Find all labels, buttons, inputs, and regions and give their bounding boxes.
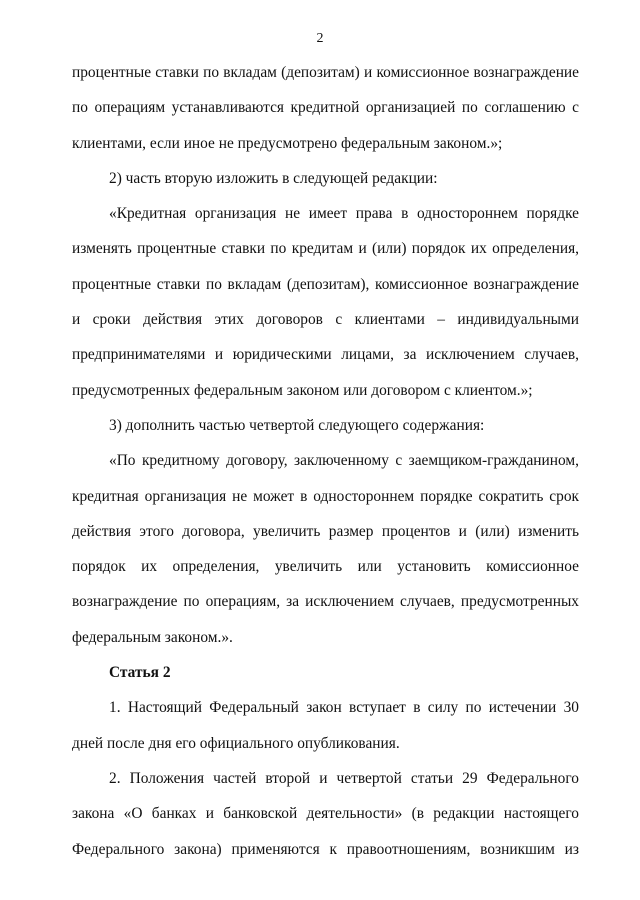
paragraph-continuation: процентные ставки по вкладам (депозитам) и комиссионное вознаграждение по операциям устанавливаются кредитной организацией по соглашению с клиентами, если иное не предусмотрено федеральным законом.»; (72, 64, 579, 152)
paragraph-item-3: 3) дополнить частью четвертой следующего содержания: (109, 416, 485, 434)
article-heading: Статья 2 (109, 664, 171, 682)
document-body (72, 55, 579, 867)
paragraph-article2-point-2: 2. Положения частей второй и четвертой статьи 29 Федерального закона «О банках и банковской деятельности» (в редакции настоящего Федерального закона) применяются к правоотношениям, возникшим из (72, 769, 579, 858)
page-number: 2 (316, 31, 324, 46)
paragraph-quote-part-two: «Кредитная организация не имеет права в одностороннем порядке изменять процентные ставки по кредитам и (или) порядок их определения, процентные ставки по вкладам (депозитам), комиссионное вознаграждение и сроки действия этих договоров с клиентами – индивидуальными предпринимателями и юридическими лицами, за исключением случаев, предусмотренных федеральным законом или договором с клиентом.»; (72, 205, 579, 399)
paragraph-quote-part-four: «По кредитному договору, заключенному с заемщиком-гражданином, кредитная организация не может в одностороннем порядке сократить срок действия этого договора, увеличить размер процентов и (или) изменить порядок их определения, увеличить или установить комиссионное вознаграждение по операциям, за исключением случаев, предусмотренных федеральным законом.». (72, 452, 579, 646)
paragraph-item-2: 2) часть вторую изложить в следующей редакции: (109, 169, 438, 187)
paragraph-article2-point-1: 1. Настоящий Федеральный закон вступает в силу по истечении 30 дней после дня его официального опубликования. (72, 699, 579, 752)
